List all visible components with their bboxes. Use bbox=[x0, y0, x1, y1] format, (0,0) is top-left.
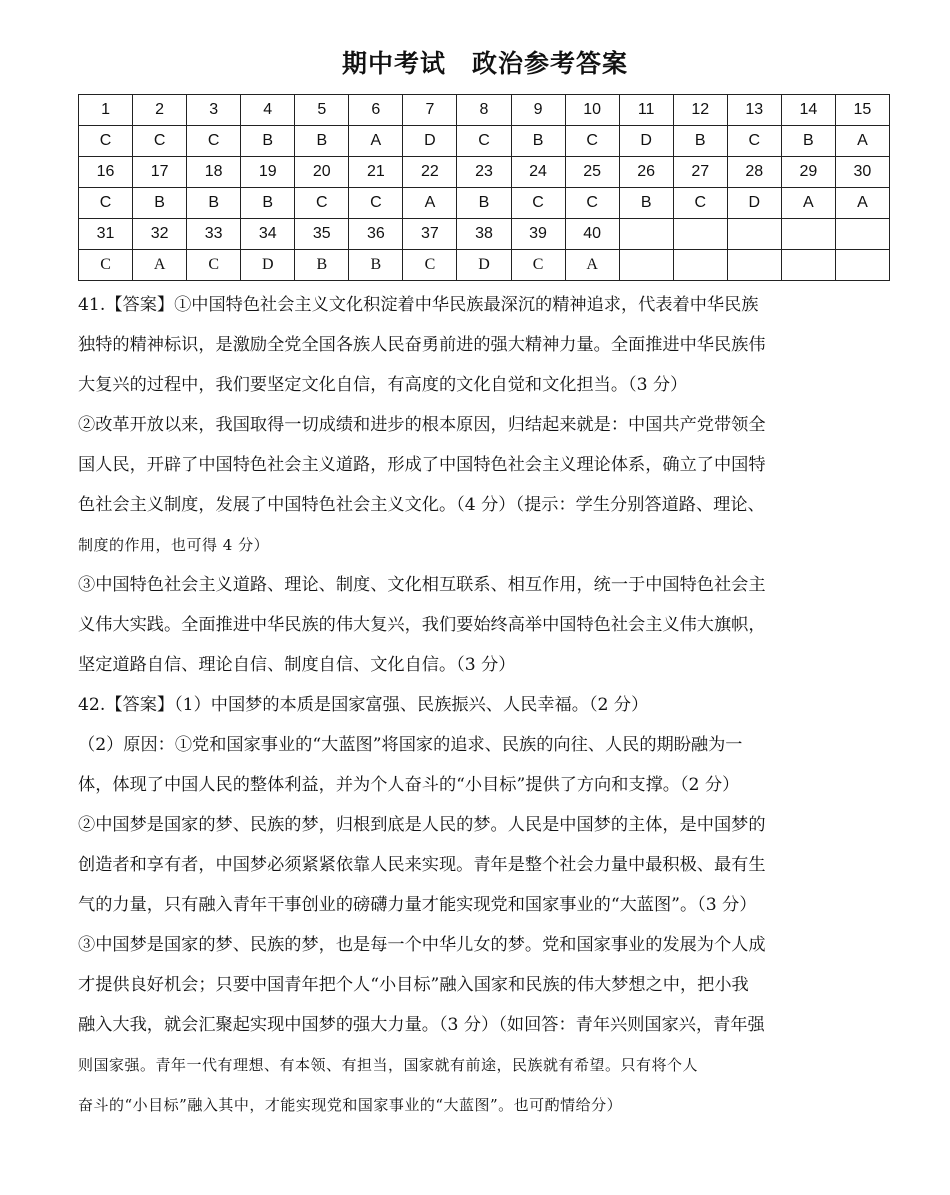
answer-cell: C bbox=[79, 188, 133, 219]
answer-cell bbox=[781, 250, 835, 281]
answer-cell: D bbox=[241, 250, 295, 281]
question-number-cell: 22 bbox=[403, 157, 457, 188]
page-title: 期中考试 政治参考答案 bbox=[341, 49, 628, 78]
text-line: ②改革开放以来，我国取得一切成绩和进步的根本原因，归结起来就是：中国共产党带领全 bbox=[78, 415, 766, 435]
text-line: 气的力量，只有融入青年干事创业的磅礴力量才能实现党和国家事业的“大蓝图”。（3 分） bbox=[78, 895, 757, 915]
question-number-cell bbox=[727, 219, 781, 250]
answer-cell: C bbox=[187, 126, 241, 157]
answer-cell: B bbox=[673, 126, 727, 157]
answer-cell: C bbox=[349, 188, 403, 219]
text-line: 体，体现了中国人民的整体利益，并为个人奋斗的“小目标”提供了方向和支撑。（2 分） bbox=[78, 775, 740, 795]
question-number-row bbox=[79, 219, 890, 250]
text-line: 42.【答案】（1）中国梦的本质是国家富强、民族振兴、人民幸福。（2 分） bbox=[78, 695, 649, 715]
answer-cell: A bbox=[781, 188, 835, 219]
answer-table bbox=[78, 94, 890, 281]
answer-cell: C bbox=[727, 126, 781, 157]
question-number-cell: 8 bbox=[457, 95, 511, 126]
text-line: 创造者和享有者，中国梦必须紧紧依靠人民来实现。青年是整个社会力量中最积极、最有生 bbox=[78, 855, 766, 875]
answer-cell: A bbox=[835, 126, 889, 157]
question-number-cell: 26 bbox=[619, 157, 673, 188]
question-number-cell: 23 bbox=[457, 157, 511, 188]
question-number-cell: 31 bbox=[79, 219, 133, 250]
text-line: 独特的精神标识，是激励全党全国各族人民奋勇前进的强大精神力量。全面推进中华民族伟 bbox=[78, 335, 766, 355]
answer-cell: A bbox=[565, 250, 619, 281]
answer-cell: B bbox=[619, 188, 673, 219]
question-number-cell: 6 bbox=[349, 95, 403, 126]
question-number-cell: 14 bbox=[781, 95, 835, 126]
question-number-cell: 32 bbox=[133, 219, 187, 250]
answer-cell: C bbox=[133, 126, 187, 157]
text-line: 色社会主义制度，发展了中国特色社会主义文化。（4 分）（提示：学生分别答道路、理论、 bbox=[78, 495, 765, 515]
answer-cell: A bbox=[133, 250, 187, 281]
text-line: 才提供良好机会；只要中国青年把个人“小目标”融入国家和民族的伟大梦想之中，把小我 bbox=[78, 975, 749, 995]
question-number-cell: 28 bbox=[727, 157, 781, 188]
answer-cell: A bbox=[403, 188, 457, 219]
answer-cell bbox=[835, 250, 889, 281]
question-number-cell: 20 bbox=[295, 157, 349, 188]
answer-cell: B bbox=[295, 126, 349, 157]
answer-cell: B bbox=[457, 188, 511, 219]
answer-cell: D bbox=[457, 250, 511, 281]
answer-cell bbox=[727, 250, 781, 281]
question-number-cell bbox=[673, 219, 727, 250]
text-line: ②中国梦是国家的梦、民族的梦，归根到底是人民的梦。人民是中国梦的主体，是中国梦的 bbox=[78, 815, 766, 835]
text-line: 制度的作用，也可得 4 分） bbox=[78, 536, 270, 554]
answer-cell: A bbox=[835, 188, 889, 219]
answer-cell: C bbox=[79, 126, 133, 157]
answer-cell: C bbox=[295, 188, 349, 219]
question-number-cell: 16 bbox=[79, 157, 133, 188]
question-number-cell: 1 bbox=[79, 95, 133, 126]
answer-cell: B bbox=[349, 250, 403, 281]
question-number-cell: 12 bbox=[673, 95, 727, 126]
answer-cell: C bbox=[457, 126, 511, 157]
answer-cell: A bbox=[349, 126, 403, 157]
text-line: ③中国特色社会主义道路、理论、制度、文化相互联系、相互作用，统一于中国特色社会主 bbox=[78, 575, 766, 595]
answer-cell: B bbox=[241, 126, 295, 157]
question-number-cell: 4 bbox=[241, 95, 295, 126]
question-number-cell bbox=[619, 219, 673, 250]
text-line: 义伟大实践。全面推进中华民族的伟大复兴，我们要始终高举中国特色社会主义伟大旗帜， bbox=[78, 615, 766, 635]
answer-cell: B bbox=[187, 188, 241, 219]
question-number-cell: 40 bbox=[565, 219, 619, 250]
answer-row bbox=[79, 126, 890, 157]
question-number-cell: 21 bbox=[349, 157, 403, 188]
answer-cell: B bbox=[241, 188, 295, 219]
question-number-cell: 17 bbox=[133, 157, 187, 188]
question-number-cell: 27 bbox=[673, 157, 727, 188]
answer-cell: C bbox=[187, 250, 241, 281]
question-number-cell: 34 bbox=[241, 219, 295, 250]
answer-cell: C bbox=[565, 188, 619, 219]
question-number-cell: 9 bbox=[511, 95, 565, 126]
question-number-cell: 24 bbox=[511, 157, 565, 188]
answer-cell: C bbox=[511, 188, 565, 219]
question-number-cell: 11 bbox=[619, 95, 673, 126]
question-number-cell: 30 bbox=[835, 157, 889, 188]
text-line: ③中国梦是国家的梦、民族的梦，也是每一个中华儿女的梦。党和国家事业的发展为个人成 bbox=[78, 935, 766, 955]
question-number-cell: 29 bbox=[781, 157, 835, 188]
question-number-cell bbox=[781, 219, 835, 250]
question-number-row bbox=[79, 95, 890, 126]
answer-cell: B bbox=[133, 188, 187, 219]
text-line: 国人民，开辟了中国特色社会主义道路，形成了中国特色社会主义理论体系，确立了中国特 bbox=[78, 455, 766, 475]
question-number-cell: 33 bbox=[187, 219, 241, 250]
answer-cell: B bbox=[511, 126, 565, 157]
text-line: 奋斗的“小目标”融入其中，才能实现党和国家事业的“大蓝图”。也可酌情给分） bbox=[78, 1096, 623, 1114]
answer-cell: C bbox=[673, 188, 727, 219]
answer-cell: C bbox=[511, 250, 565, 281]
answer-cell: D bbox=[403, 126, 457, 157]
answer-row bbox=[79, 250, 890, 281]
text-line: （2）原因：①党和国家事业的“大蓝图”将国家的追求、民族的向往、人民的期盼融为一 bbox=[78, 735, 743, 755]
text-line: 融入大我，就会汇聚起实现中国梦的强大力量。（3 分）（如回答：青年兴则国家兴，青年强 bbox=[78, 1015, 765, 1035]
question-number-cell: 13 bbox=[727, 95, 781, 126]
question-number-cell: 7 bbox=[403, 95, 457, 126]
text-line: 41.【答案】①中国特色社会主义文化积淀着中华民族最深沉的精神追求，代表着中华民族 bbox=[78, 295, 759, 315]
answer-cell: C bbox=[565, 126, 619, 157]
answer-cell: B bbox=[781, 126, 835, 157]
answer-cell: C bbox=[79, 250, 133, 281]
question-number-cell: 2 bbox=[133, 95, 187, 126]
answer-cell: D bbox=[619, 126, 673, 157]
question-number-cell: 5 bbox=[295, 95, 349, 126]
answer-cell bbox=[619, 250, 673, 281]
answer-text bbox=[78, 285, 890, 1125]
question-number-cell: 39 bbox=[511, 219, 565, 250]
question-number-cell: 37 bbox=[403, 219, 457, 250]
question-number-cell: 18 bbox=[187, 157, 241, 188]
text-line: 大复兴的过程中，我们要坚定文化自信，有高度的文化自觉和文化担当。（3 分） bbox=[78, 375, 688, 395]
question-number-cell: 10 bbox=[565, 95, 619, 126]
question-number-cell bbox=[835, 219, 889, 250]
question-number-cell: 19 bbox=[241, 157, 295, 188]
answer-cell: B bbox=[295, 250, 349, 281]
question-number-cell: 36 bbox=[349, 219, 403, 250]
answer-cell: C bbox=[403, 250, 457, 281]
answer-cell: D bbox=[727, 188, 781, 219]
question-number-row bbox=[79, 157, 890, 188]
question-number-cell: 25 bbox=[565, 157, 619, 188]
question-number-cell: 38 bbox=[457, 219, 511, 250]
answer-cell bbox=[673, 250, 727, 281]
question-number-cell: 15 bbox=[835, 95, 889, 126]
text-line: 坚定道路自信、理论自信、制度自信、文化自信。（3 分） bbox=[78, 655, 516, 675]
question-number-cell: 3 bbox=[187, 95, 241, 126]
question-number-cell: 35 bbox=[295, 219, 349, 250]
answer-row bbox=[79, 188, 890, 219]
text-line: 则国家强。青年一代有理想、有本领、有担当，国家就有前途，民族就有希望。只有将个人 bbox=[78, 1056, 699, 1074]
